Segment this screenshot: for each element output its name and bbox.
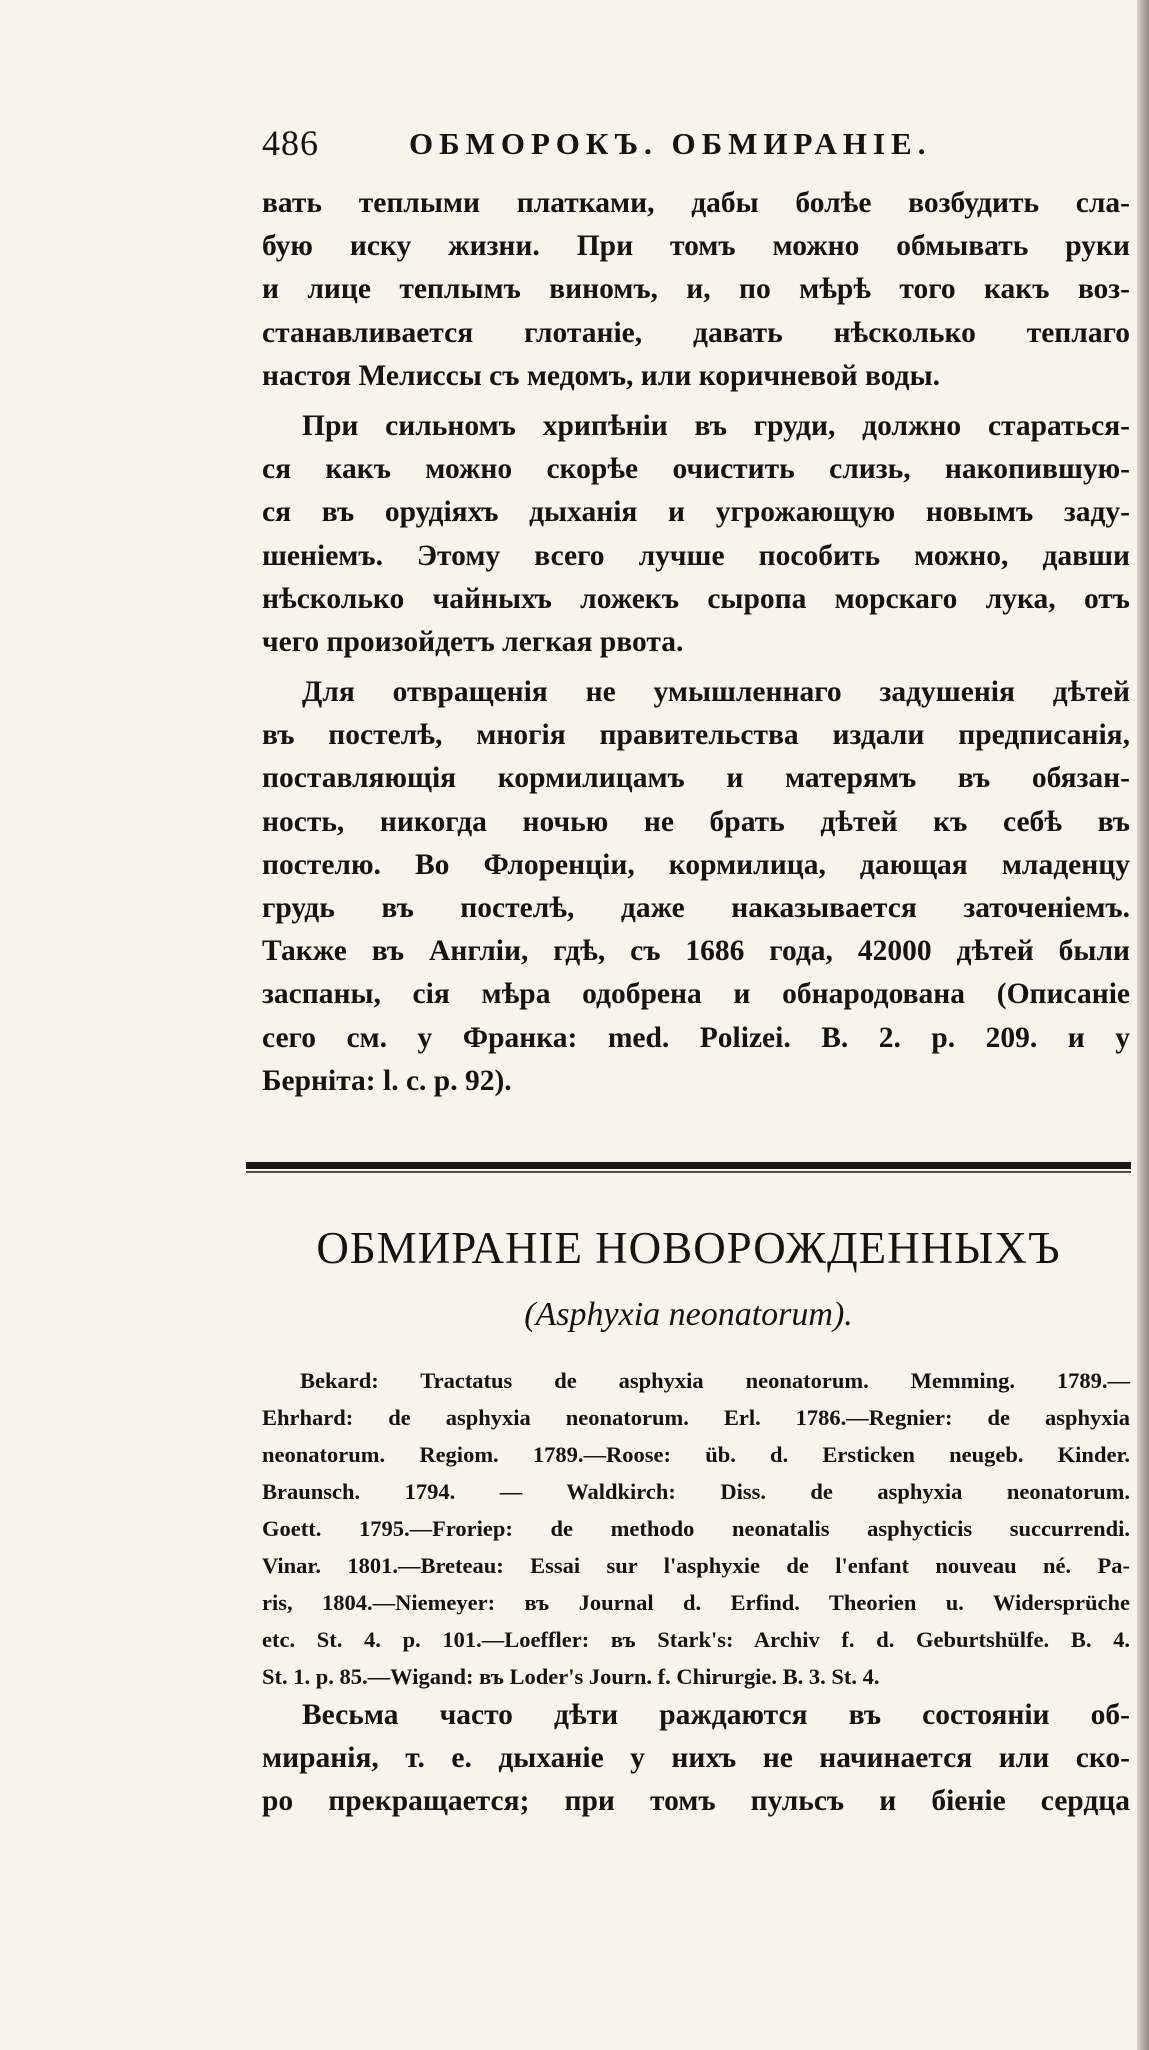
text-line: вать теплыми платками, дабы болѣе возбудить сла- — [262, 187, 1130, 219]
page-number: 486 — [262, 123, 319, 163]
bibliography-line: Ehrhard: de asphyxia neonatorum. Erl. 1786.—Regnier: de asphyxia — [262, 1405, 1130, 1430]
text-line: При сильномъ хрипѣніи въ груди, должно стараться- — [302, 410, 1130, 442]
bibliography — [262, 1362, 1130, 1695]
bibliography-line: St. 1. p. 85.—Wigand: въ Loder's Journ. f. Chirurgie. B. 3. St. 4. — [262, 1664, 880, 1689]
bibliography-line: Braunsch. 1794. — Waldkirch: Diss. de asphyxia neonatorum. — [262, 1479, 1130, 1504]
paragraph-2 — [262, 405, 1130, 664]
text-line: ро прекращается; при томъ пульсъ и біеніе сердца — [262, 1785, 1130, 1818]
text-line: ность, никогда ночью не брать дѣтей къ себѣ въ — [262, 805, 1130, 838]
text-line: Берніта: l. c. p. 92). — [262, 1064, 512, 1097]
paragraph-4 — [262, 1694, 1130, 1824]
paragraph-1 — [262, 182, 1130, 398]
text-line: нѣсколько чайныхъ ложекъ сыропа морскаго лука, отъ — [262, 582, 1130, 615]
running-head: ОБМОРОКЪ. ОБМИРАНІЕ. — [409, 126, 932, 161]
text-line: въ постелѣ, многія правительства издали предписанія, — [262, 719, 1130, 752]
bibliography-line: Goett. 1795.—Froriep: de methodo neonatalis asphycticis succurrendi. — [262, 1516, 1130, 1541]
bibliography-line: Vinar. 1801.—Breteau: Essai sur l'asphyxie de l'enfant nouveau né. Pa- — [262, 1553, 1130, 1578]
section-subtitle: (Asphyxia neonatorum). — [524, 1296, 853, 1333]
text-line: сего см. у Франка: med. Polizei. B. 2. p. 209. и у — [262, 1021, 1130, 1054]
text-line: Также въ Англіи, гдѣ, съ 1686 года, 42000 дѣтей были — [262, 935, 1130, 968]
text-line: и лице теплымъ виномъ, и, по мѣрѣ того какъ воз- — [262, 273, 1130, 306]
page-edge-shadow — [1137, 0, 1149, 2050]
divider-thick-line — [246, 1162, 1131, 1169]
text-line: настоя Мелиссы съ медомъ, или коричневой воды. — [262, 359, 940, 392]
text-line: чего произойдетъ легкая рвота. — [262, 625, 684, 658]
divider-thin-line — [246, 1171, 1131, 1173]
paragraph-3 — [262, 671, 1130, 1103]
text-line: Для отвращенія не умышленнаго задушенія дѣтей — [302, 676, 1130, 708]
section-title: ОБМИРАНІЕ НОВОРОЖДЕННЫХЪ — [316, 1223, 1061, 1273]
page-header — [262, 122, 962, 170]
text-line: бую иску жизни. При томъ можно обмывать руки — [262, 230, 1130, 263]
bibliography-line: neonatorum. Regiom. 1789.—Roose: üb. d. Ersticken neugeb. Kinder. — [262, 1442, 1130, 1467]
text-line: станавливается глотаніе, давать нѣсколько теплаго — [262, 316, 1130, 349]
bibliography-line: Bekard: Tractatus de asphyxia neonatorum. Memming. 1789.— — [300, 1368, 1130, 1393]
bibliography-line: ris, 1804.—Niemeyer: въ Journal d. Erfind. Theorien u. Widersprüche — [262, 1590, 1130, 1615]
text-line: постелю. Во Флоренціи, кормилица, дающая младенцу — [262, 848, 1130, 881]
text-line: ся въ орудіяхъ дыханія и угрожающую новымъ заду- — [262, 496, 1130, 529]
text-line: заспаны, сія мѣра одобрена и обнародована (Описаніе — [262, 978, 1130, 1011]
text-line: шеніемъ. Этому всего лучше пособить можно, давши — [262, 539, 1130, 572]
text-line: поставляющія кормилицамъ и матерямъ въ обязан- — [262, 762, 1130, 795]
bibliography-line: etc. St. 4. p. 101.—Loeffler: въ Stark's: Archiv f. d. Geburtshülfe. B. 4. — [262, 1627, 1130, 1652]
section-divider — [246, 1162, 1131, 1172]
text-line: Весьма часто дѣти раждаются въ состояніи об- — [302, 1699, 1130, 1731]
text-line: ся какъ можно скорѣе очистить слизь, накопившую- — [262, 453, 1130, 486]
text-line: миранія, т. е. дыханіе у нихъ не начинается или ско- — [262, 1742, 1130, 1775]
text-line: грудь въ постелѣ, даже наказывается заточеніемъ. — [262, 891, 1130, 924]
